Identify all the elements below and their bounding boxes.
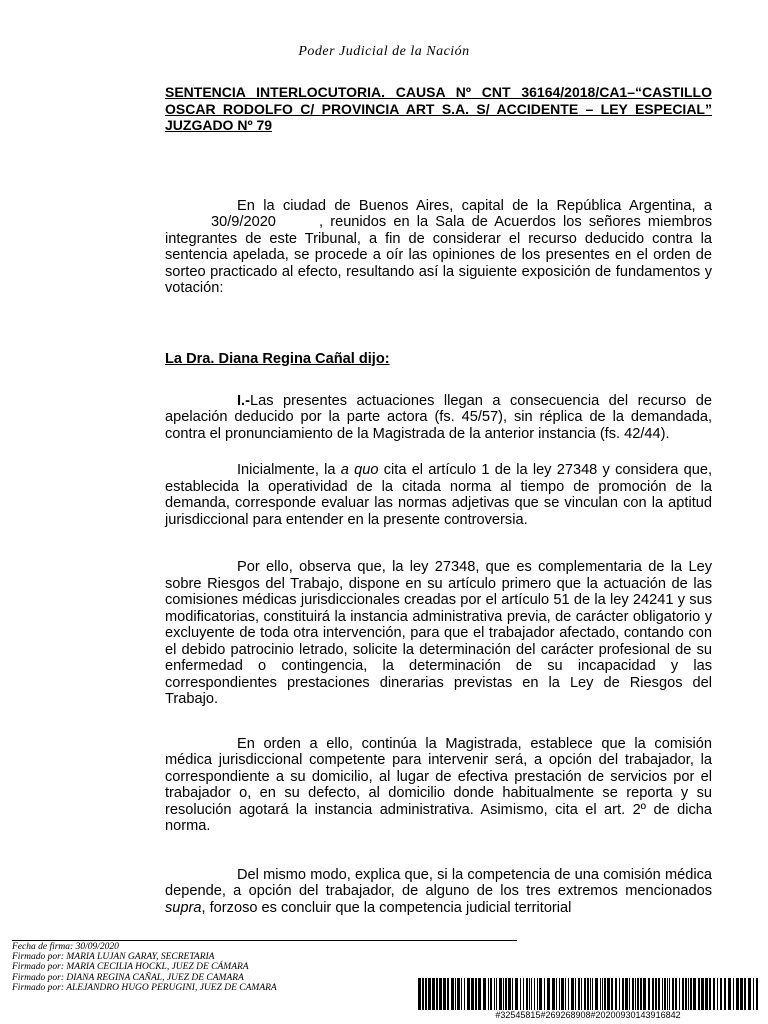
barcode-bar (662, 978, 663, 1010)
intro-date: 30/9/2020 (211, 214, 276, 230)
barcode-bar (728, 978, 731, 1010)
barcode-bar (578, 978, 580, 1010)
barcode-bar (611, 978, 613, 1010)
barcode-bar (432, 978, 435, 1010)
barcode-bar (581, 978, 582, 1010)
barcode-bar (693, 978, 696, 1010)
barcode-graphic (418, 978, 758, 1010)
paragraph-5-text-a: Del mismo modo, explica que, si la competencia de una comisión médica depende, a opción del trabajador, de alguno de los tres extremos mencionados (165, 866, 712, 899)
barcode-bar (529, 978, 530, 1010)
paragraph-1 (165, 393, 712, 443)
barcode-bar (640, 978, 642, 1010)
barcode-bar (635, 978, 636, 1010)
barcode-bar (584, 978, 586, 1010)
paragraph-4: En orden a ello, continúa la Magistrada, establece que la comisión médica jurisdiccional competente para intervenir será, a opción del trabajador, la correspondiente a su domicilio, al lugar de efectiva prestación de servicios por el trabajador o, en su defecto, al domicilio donde habitualmente se reporta y su resolución agotará la instancia administrativa. Asimismo, cita el art. 2º de dicha norma. (165, 735, 712, 834)
barcode-bar (587, 978, 589, 1010)
barcode-bar (478, 978, 481, 1010)
paragraph-1-text: Las presentes actuaciones llegan a consecuencia del recurso de apelación deducido por la parte actora (fs. 45/57), sin réplica de la demandada, contra el pronunciamiento de la Magistrada de la anterior instancia (fs. 42/44). (165, 392, 712, 442)
barcode-bar (682, 978, 684, 1010)
barcode-bar (602, 978, 603, 1010)
barcode-bar (443, 978, 446, 1010)
barcode-bar (436, 978, 438, 1010)
paragraph-5 (165, 867, 712, 917)
barcode-bar (425, 978, 427, 1010)
barcode-bar (428, 978, 431, 1010)
barcode-bar (753, 978, 754, 1010)
barcode-bar (467, 978, 470, 1010)
barcode-bar (571, 978, 574, 1010)
barcode-bar (664, 978, 666, 1010)
barcode-bar (523, 978, 524, 1010)
barcode-bar (483, 978, 486, 1010)
barcode-bar (717, 978, 718, 1010)
barcode-bar (658, 978, 660, 1010)
barcode-bar (622, 978, 624, 1010)
barcode-bar (526, 978, 528, 1010)
barcode-bar (669, 978, 670, 1010)
barcode-bar (512, 978, 513, 1010)
barcode-bar (575, 978, 576, 1010)
section-heading: La Dra. Diana Regina Cañal dijo: (165, 350, 390, 367)
barcode-bar (607, 978, 610, 1010)
barcode-bar (537, 978, 538, 1010)
barcode-bar (701, 978, 704, 1010)
barcode-bar (672, 978, 674, 1010)
barcode-bar (643, 978, 646, 1010)
barcode-bar (520, 978, 521, 1010)
barcode-bar (629, 978, 630, 1010)
barcode-bar (422, 978, 424, 1010)
barcode-bar (488, 978, 489, 1010)
barcode-bar (544, 978, 545, 1010)
barcode-bar (490, 978, 492, 1010)
intro-paragraph (165, 198, 712, 297)
barcode-bar (568, 978, 569, 1010)
barcode-bar (457, 978, 460, 1010)
barcode-bar (748, 978, 751, 1010)
barcode-bar (556, 978, 557, 1010)
barcode-bar (736, 978, 739, 1010)
intro-after-date: , reunidos en la Sala de Acuerdos los señores miembros integrantes de este Tribunal, a fin de considerar el recurso deducido contra la sentencia apelada, se procede a oír las opiniones de los presentes en el orden de sorteo practicado al efecto, resultando así la siguiente exposición de fundamentos y votación: (165, 214, 712, 296)
barcode-bar (619, 978, 620, 1010)
barcode-bar (652, 978, 654, 1010)
barcode-bar (494, 978, 495, 1010)
barcode-bar (451, 978, 454, 1010)
barcode-bar (744, 978, 746, 1010)
barcode-bar (690, 978, 692, 1010)
barcode-number: #32545815#269268908#20200930143916842 (495, 1010, 681, 1020)
signature-line: Firmado por: ALEJANDRO HUGO PERUGINI, JUEZ DE CAMARA (12, 982, 277, 993)
barcode-bar (475, 978, 477, 1010)
barcode-bar (508, 978, 511, 1010)
barcode-bar (531, 978, 532, 1010)
signature-date: Fecha de firma: 30/09/2020 (12, 942, 119, 952)
barcode-bar (648, 978, 650, 1010)
paragraph-5-italic: supra (165, 899, 202, 916)
barcode-bar (679, 978, 680, 1010)
paragraph-2 (165, 462, 712, 528)
barcode-bar (655, 978, 657, 1010)
barcode-bar (709, 978, 711, 1010)
barcode-bar (447, 978, 449, 1010)
barcode-bar (539, 978, 542, 1010)
barcode-bar (499, 978, 502, 1010)
signature-divider (12, 940, 517, 941)
barcode-bar (590, 978, 591, 1010)
barcode-bar (625, 978, 628, 1010)
barcode-bar (675, 978, 677, 1010)
barcode-bar (720, 978, 722, 1010)
barcode-bar (724, 978, 726, 1010)
paragraph-2-text-b: cita el artículo 1 de la ley 27348 y considera que, establecida la operatividad de la citada norma al tiempo de promoción de la demanda, corresponde evaluar las normas adjetivas que se vinculan con la aptitud jurisdiccional para entender en la presente controversia. (165, 462, 712, 528)
barcode-bar (688, 978, 689, 1010)
document-body (165, 84, 712, 916)
barcode-bar (733, 978, 734, 1010)
barcode-bar (756, 978, 758, 1010)
case-title: SENTENCIA INTERLOCUTORIA. CAUSA Nº CNT 36164/2018/CA1–“CASTILLO OSCAR RODOLFO C/ PROVINCIA ART S.A. S/ ACCIDENTE – LEY ESPECIAL” JUZGADO Nº 79 (165, 84, 712, 133)
barcode-bar (464, 978, 465, 1010)
barcode-bar (604, 978, 606, 1010)
barcode-bar (600, 978, 601, 1010)
barcode-bar (705, 978, 708, 1010)
barcode-bar (503, 978, 504, 1010)
barcode-bar (505, 978, 507, 1010)
barcode-bar (439, 978, 442, 1010)
barcode-bar (667, 978, 668, 1010)
barcode-bar (595, 978, 598, 1010)
barcode-bar (685, 978, 687, 1010)
barcode-bar (561, 978, 564, 1010)
barcode-bar (471, 978, 474, 1010)
paragraph-2-text-a: Inicialmente, la (237, 462, 341, 478)
barcode-bar (615, 978, 617, 1010)
barcode-bar (461, 978, 462, 1010)
court-emblem-header: Poder Judicial de la Nación (298, 44, 470, 59)
barcode-bar (418, 978, 421, 1010)
document-barcode (418, 978, 758, 1022)
barcode-bar (455, 978, 456, 1010)
barcode-bar (632, 978, 634, 1010)
barcode-bar (547, 978, 550, 1010)
signature-line: Firmado por: MARIA CECILIA HOCKL, JUEZ DE CÁMARA (12, 962, 249, 973)
barcode-bar (637, 978, 639, 1010)
roman-numeral-1: I.- (237, 392, 250, 409)
barcode-bar (515, 978, 518, 1010)
signature-line: Firmado por: MARIA LUJAN GARAY, SECRETARIA (12, 952, 215, 963)
paragraph-5-text-b: , forzoso es concluir que la competencia judicial territorial (201, 899, 572, 916)
paragraph-2-italic: a quo (340, 462, 379, 478)
barcode-bar (496, 978, 497, 1010)
signature-line: Firmado por: DIANA REGINA CAÑAL, JUEZ DE CAMARA (12, 972, 244, 983)
barcode-bar (713, 978, 715, 1010)
paragraph-3: Por ello, observa que, la ley 27348, que es complementaria de la Ley sobre Riesgos del Trabajo, dispone en su artículo primero que la actuación de las comisiones médicas jurisdiccionales creadas por el artículo 51 de la ley 24241 y sus modificatorias, constituirá la instancia administrativa previa, de carácter obligatorio y excluyente de toda otra intervención, para que el trabajador afectado, contando con el debido patrocinio letrado, solicite la determinación del carácter profesional de su enfermedad o contingencia, la determinación de su incapacidad y las correspondientes prestaciones dinerarias previstas en la Ley de Riesgos del Trabajo. (165, 559, 712, 707)
barcode-bar (565, 978, 566, 1010)
barcode-bar (559, 978, 560, 1010)
intro-before-date: En la ciudad de Buenos Aires, capital de la República Argentina, a (237, 197, 712, 214)
barcode-bar (592, 978, 593, 1010)
barcode-bar (552, 978, 555, 1010)
barcode-bar (698, 978, 700, 1010)
barcode-bar (740, 978, 743, 1010)
barcode-bar (534, 978, 535, 1010)
